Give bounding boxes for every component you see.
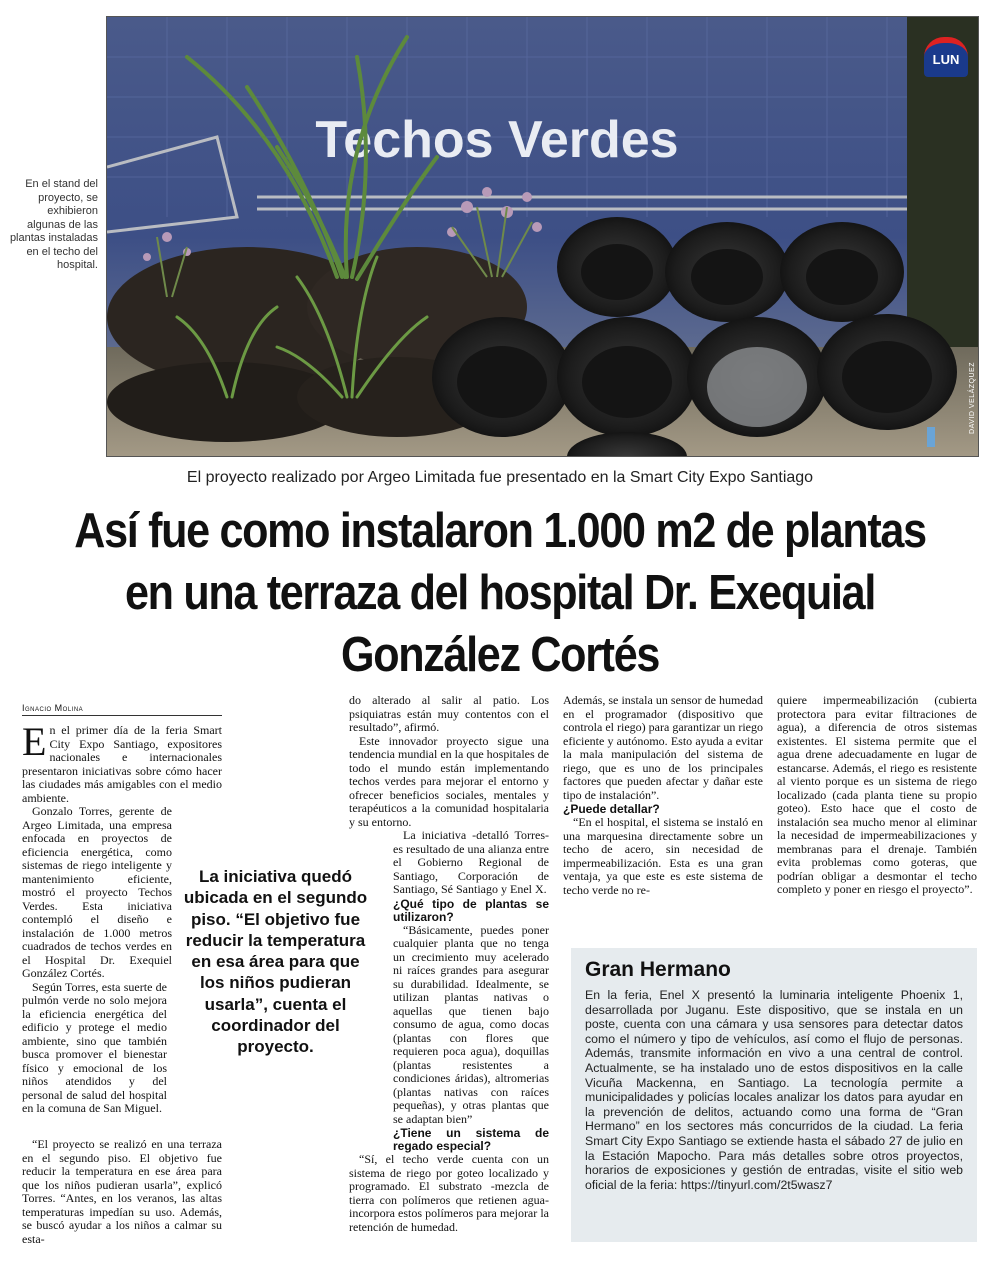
article-headline: Así fue como instalaron 1.000 m2 de plantas en una terraza del hospital Dr. Exequial González Cortés — [74, 504, 926, 682]
article-paragraph: Según Torres, esta suerte de pulmón verde no solo mejora la eficiencia energética del edificio y protege el medio ambiente, sino que también busca promover el bienestar físico y emocional de los niños atendidos y del personal de salud del hospital en la comuna de San Miguel. — [22, 979, 167, 1115]
article-dek: El proyecto realizado por Argeo Limitada fue presentado en la Smart City Expo Santiago — [186, 469, 814, 486]
sidebar-title: Gran Hermano — [585, 958, 731, 981]
article-paragraph: Gonzalo Torres, gerente de Argeo Limitada, una empresa enfocada en proyectos de eficiencia energética, como sistemas de riego inteligente y mantenimiento eficiente, mostró el proyecto Techos Verdes. Esta iniciativa contempló el diseño e instalación de 1.000 metros cuadrados de techos verdes en el Hospital Dr. Exequiel González Cortés. — [22, 804, 172, 980]
article-paragraph: Además, se instala un sensor de humedad en el programador (dispositivo que controla el riego) para garantizar un riego eficiente y autónomo. Esto ayuda a evitar la mala manipulación del sistema de riego, que es uno de los principales factores que pueden afectar y dañar este tipo de instalación”. — [563, 693, 763, 802]
interview-question: ¿Tiene un sistema de regado especial? — [393, 1126, 549, 1153]
article-paragraph: “Básicamente, puedes poner cualquier planta que no tenga un crecimiento muy acelerado ni raíces grandes para asegurar su durabilidad. Idealmente, se utilizan plantas nativas o aquellas que tienen bajo consumo de agua, como docas (plantas con flores que requieren poca agua), doquillas (plantas resistentes a condiciones áridas), altromerias (plantas nativas con raíces pequeñas), y otras plantas que se adaptan bien” — [393, 922, 549, 1126]
article-column-1-bottom — [22, 1138, 222, 1246]
article-paragraph: do alterado al salir al patio. Los psiquiatras están muy contentos con el resultado”, afirmó. — [349, 693, 549, 734]
article-paragraph: quiere impermeabilización (cubierta protectora para evitar filtraciones de agua), a diferencia de otros sistemas existentes. El sistema permite que el agua drene adecuadamente en lugar de estancarse. Además, el riego es resistente al viento porque es un sistema de riego localizado (cada planta tiene su propio goteo). Esto hace que el costo de instalación sea mucho menor al eliminar la necesidad de impermeabilizaciones y membranas para el drenaje. También evita problemas como goteras, que podrían obligar a desmontar el techo completo y poner en riesgo el proyecto”. — [777, 693, 977, 896]
photo-illustration — [107, 17, 979, 457]
article-paragraph: “En el hospital, el sistema se instaló en una marquesina directamente sobre un techo de acero, sin necesidad de impermeabilización. Esta es una gran ventaja, ya que este es este sistema de techo verde no re- — [563, 815, 763, 897]
interview-question: ¿Puede detallar? — [563, 802, 660, 816]
interview-question: ¿Qué tipo de plantas se utilizaron? — [393, 896, 549, 924]
pull-quote: La iniciativa quedó ubicada en el segundo piso. “El objetivo fue reducir la temperatura en esa área para que los niños pudieran usarla”, cuenta el coordinador del proyecto. — [183, 867, 368, 1057]
article-byline: Ignacio Molina — [22, 703, 222, 716]
photo-credit: DAVID VELÁZQUEZ — [969, 362, 976, 434]
article-paragraph: En el primer día de la feria Smart City Expo Santiago, expositores nacionales e internacionales presentaron iniciativas sobre cómo hacer las ciudades más amigables con el medio ambiente. — [22, 719, 222, 805]
drop-cap: E — [22, 719, 47, 764]
lun-logo: LUN — [924, 37, 968, 77]
article-paragraph: Este innovador proyecto sigue una tendencia mundial en la que hospitales de todo el mundo están implementando techos verdes para mejorar el entorno y ofrecer beneficios sociales, mentales y terapéuticos a la comunidad hospitalaria y su entorno. — [349, 733, 549, 829]
article-paragraph: “Sí, el techo verde cuenta con un sistema de riego por goteo localizado y programado. El substrato -mezcla de tierra con polímeros que retienen agua- incorpora estos polímeros para mejorar la retención de humedad. — [349, 1152, 549, 1234]
article-paragraph: “El proyecto se realizó en una terraza en el segundo piso. El objetivo fue reducir la temperatura en ese área para que los niños pudieran usarla”, explicó Torres. “Antes, en los veranos, las altas temperaturas impedían su uso. Además, se buscó ayudar a los niños a calmar su esta- — [22, 1137, 222, 1246]
sidebar-box — [571, 948, 977, 1242]
article-column-3 — [563, 694, 763, 897]
article-column-4 — [777, 694, 977, 897]
article-paragraph: La iniciativa -detalló Torres- es resultado de una alianza entre el Gobierno Regional de Santiago, Corporación de Santiago, Sé Santiago y Enel X. — [393, 828, 549, 896]
photo-caption: En el stand del proyecto, se exhibieron algunas de las plantas instaladas en el techo del hospital. — [9, 178, 98, 271]
sidebar-body: En la feria, Enel X presentó la luminaria inteligente Phoenix 1, desarrollada por Juganu. Este dispositivo, que se instala en un poste, cuenta con una cámara y usa sensores para detectar datos como el número y tipo de vehículos, así como el flujo de personas. Además, transmite información en vivo a una central de control. Actualmente, se ha instalado uno de estos dispositivos en la calle Vicuña Mackenna, en Santiago. La tecnología permite a municipalidades y policías locales analizar los datos para ayudar en la prevención de delitos, actuando como una forma de “Gran Hermano” en los sectores más concurridos de la ciudad. La feria Smart City Expo Santiago se extiende hasta el sábado 27 de julio en la Estación Mapocho. Para más detalles sobre otros proyectos, horarios de exposiciones y gestión de entradas, visite el sitio web oficial de la feria: https://tinyurl.com/2t5wasz7 — [585, 988, 963, 1192]
photo-sign-text: Techos Verdes — [315, 111, 679, 169]
article-column-2 — [349, 694, 549, 1234]
article-photo — [106, 16, 979, 457]
